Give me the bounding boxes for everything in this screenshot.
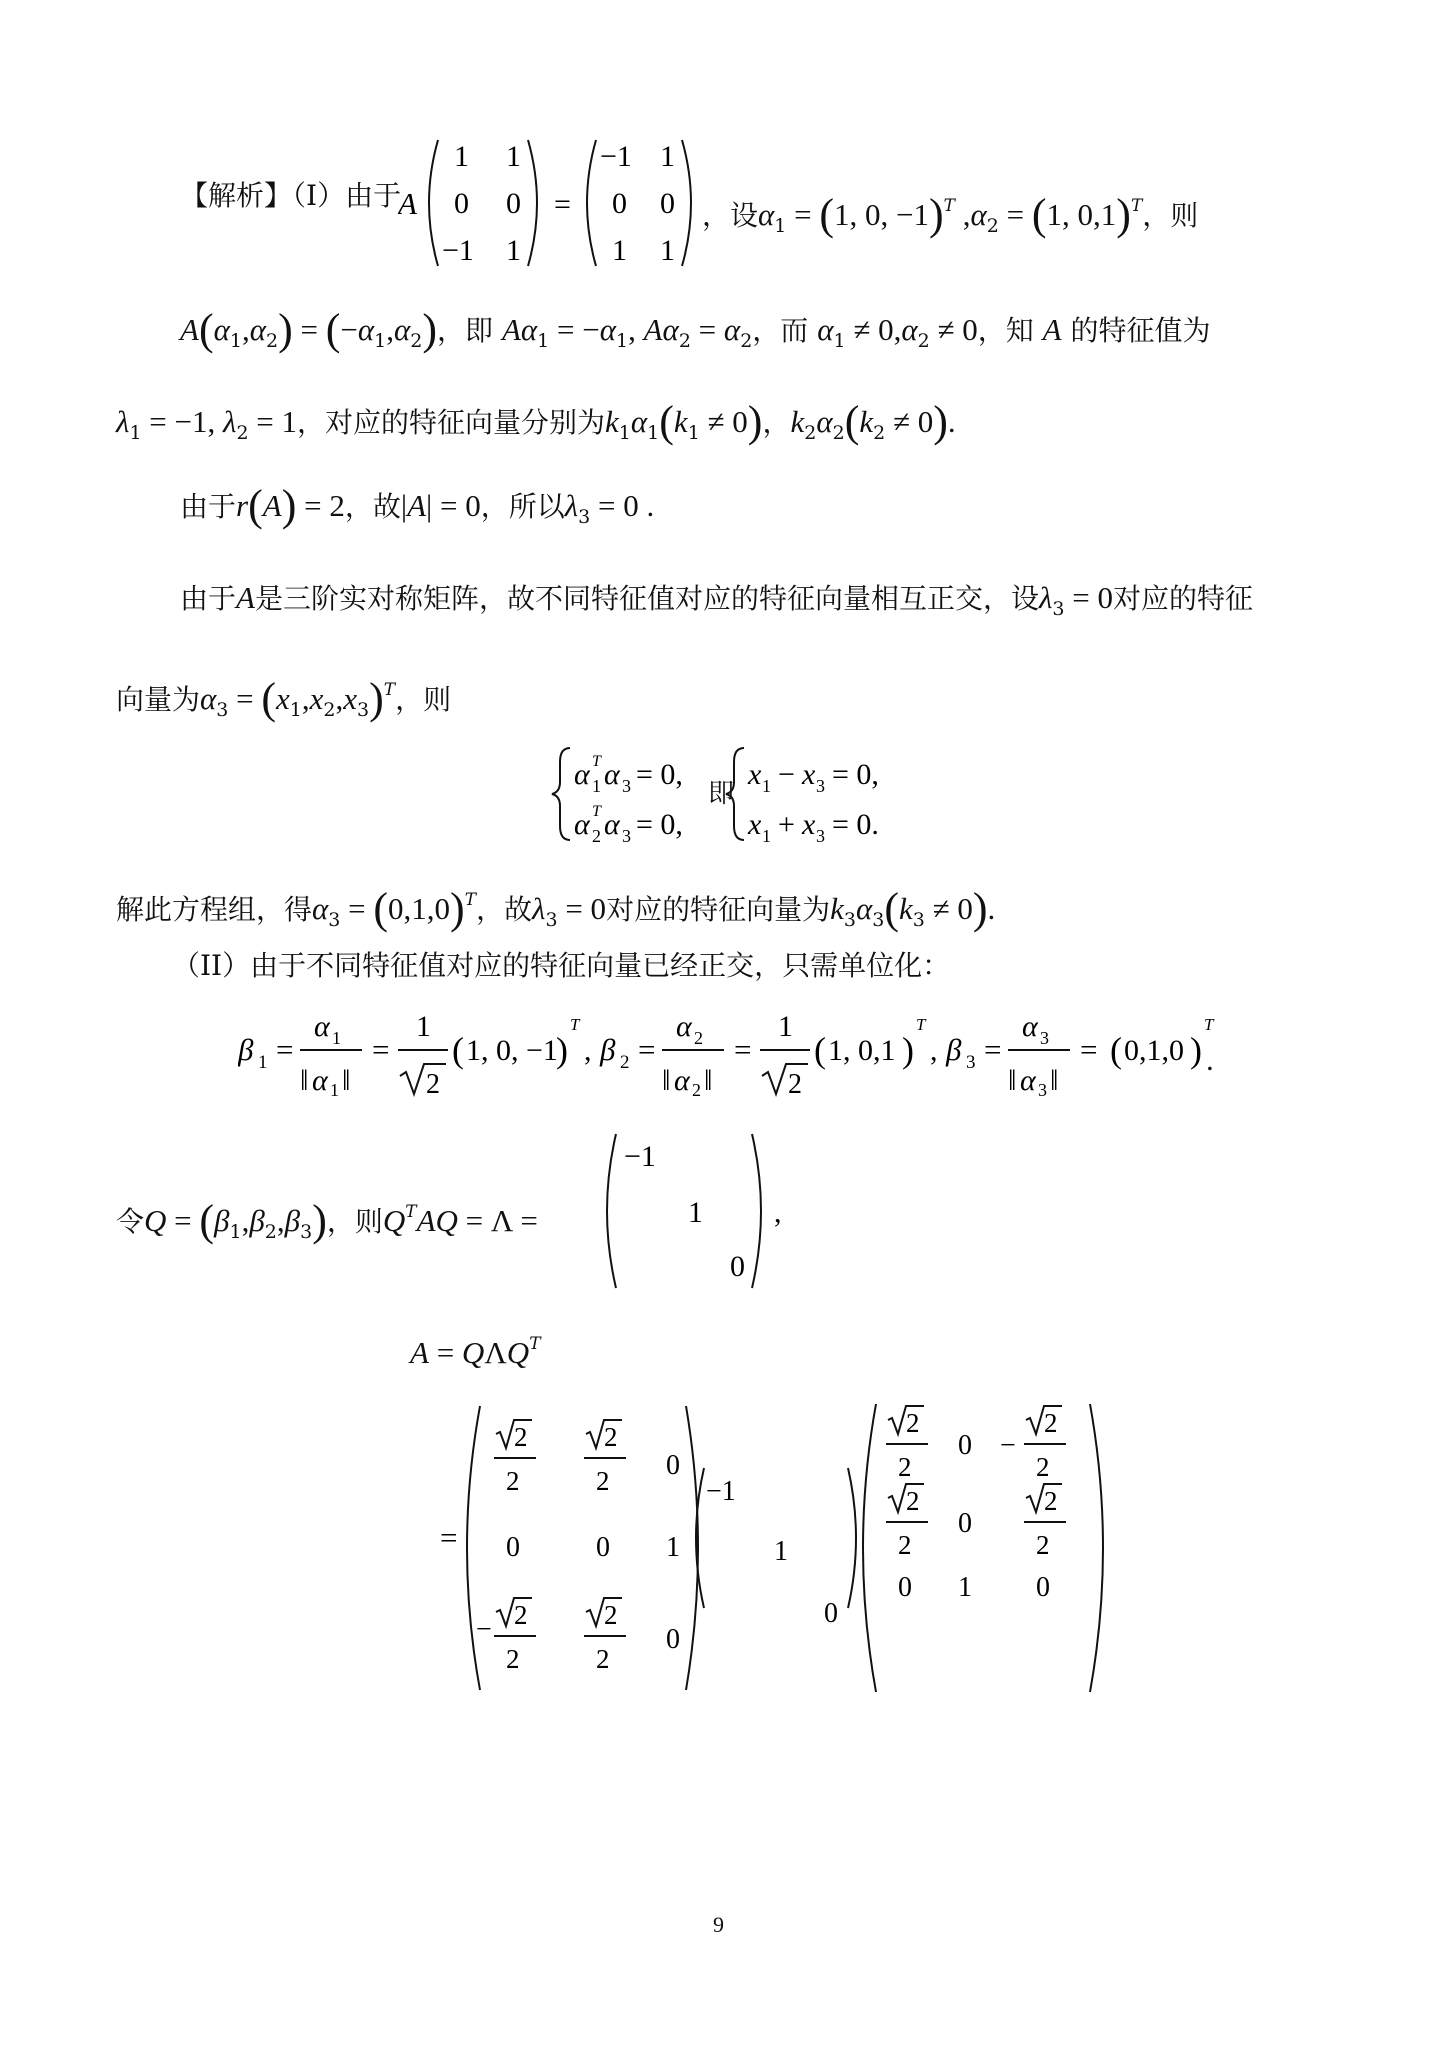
svg-text:β: β xyxy=(600,1032,616,1067)
svg-text:=: = xyxy=(372,1032,390,1067)
svg-text:(: ( xyxy=(1110,1030,1122,1070)
svg-text:α: α xyxy=(1020,1064,1036,1097)
svg-text:0: 0 xyxy=(506,187,521,220)
svg-text:1, 0, −1: 1, 0, −1 xyxy=(466,1034,558,1067)
system-ji-label: 即 xyxy=(708,779,735,809)
svg-text:(: ( xyxy=(814,1030,826,1070)
svg-text:1: 1 xyxy=(666,1532,680,1563)
svg-text:3: 3 xyxy=(966,1052,976,1073)
svg-text:2: 2 xyxy=(596,1466,610,1496)
svg-text:1: 1 xyxy=(762,826,771,844)
normalization-formulas xyxy=(238,996,1218,1106)
svg-text:α: α xyxy=(314,1010,330,1043)
svg-text:1: 1 xyxy=(778,1010,793,1043)
svg-text:1: 1 xyxy=(612,234,627,267)
svg-text:=: = xyxy=(276,1032,294,1067)
svg-text:1: 1 xyxy=(506,140,521,173)
svg-text:2: 2 xyxy=(906,1486,920,1516)
svg-text:0: 0 xyxy=(660,187,675,220)
intro-matrix-equation xyxy=(398,128,728,278)
svg-text:2: 2 xyxy=(692,1080,701,1100)
eigen-relation-line: $A(\alpha_1,\alpha_2) = (-\alpha_1,\alpha_2)$，即 $A\alpha_1 = -\alpha_1$, $A\alpha_2 = \alpha_2$，而 $\alpha_1 \ne 0,\alpha_2 \ne 0$，知 A 的特征值为 xyxy=(180,305,1211,354)
svg-text:0: 0 xyxy=(666,1624,680,1655)
svg-text:α: α xyxy=(574,808,590,841)
svg-text:3: 3 xyxy=(816,826,825,844)
svg-text:= 0,: = 0, xyxy=(636,758,683,791)
svg-text:3: 3 xyxy=(1040,1028,1049,1048)
svg-text:2: 2 xyxy=(514,1422,528,1452)
svg-text:1: 1 xyxy=(660,234,675,267)
svg-text:= 0,: = 0, xyxy=(636,808,683,841)
svg-text:β: β xyxy=(946,1032,962,1067)
svg-text:0: 0 xyxy=(730,1250,745,1283)
svg-text:1: 1 xyxy=(454,140,469,173)
eigenvalues-line: $\lambda_1 = -1$, $\lambda_2 = 1$，对应的特征向量分别为$k_1\alpha_1(k_1 \ne 0)$，$k_2\alpha_2(k_2 \ne 0)$. xyxy=(116,397,956,446)
svg-text:β: β xyxy=(238,1032,254,1067)
svg-text:1: 1 xyxy=(258,1052,268,1073)
svg-text:2: 2 xyxy=(620,1052,630,1073)
svg-text:=: = xyxy=(984,1032,1002,1067)
svg-text:2: 2 xyxy=(596,1644,610,1674)
svg-text:=: = xyxy=(638,1032,656,1067)
svg-text:2: 2 xyxy=(592,826,601,844)
symmetric-line: 由于A是三阶实对称矩阵，故不同特征值对应的特征向量相互正交，设$\lambda_3 = 0$对应的特征 xyxy=(180,580,1253,620)
svg-text:x: x xyxy=(802,808,816,841)
svg-text:2: 2 xyxy=(1044,1408,1058,1438)
svg-text:2: 2 xyxy=(1036,1530,1050,1560)
svg-text:‖: ‖ xyxy=(1050,1064,1059,1097)
svg-text:0: 0 xyxy=(958,1508,972,1539)
svg-text:‖: ‖ xyxy=(300,1064,309,1097)
svg-text:x: x xyxy=(748,808,762,841)
svg-text:2: 2 xyxy=(906,1408,920,1438)
svg-text:=: = xyxy=(1080,1032,1098,1067)
part1-label: （I）由于 xyxy=(292,179,402,212)
svg-text:=: = xyxy=(554,188,571,221)
svg-text:,: , xyxy=(930,1034,938,1067)
svg-text:T: T xyxy=(592,803,601,820)
svg-text:T: T xyxy=(570,1015,580,1034)
svg-text:1: 1 xyxy=(958,1572,972,1603)
svg-text:0,1,0: 0,1,0 xyxy=(1124,1034,1184,1067)
svg-text:=: = xyxy=(734,1032,752,1067)
svg-text:): ) xyxy=(1190,1030,1202,1070)
svg-text:0: 0 xyxy=(612,187,627,220)
svg-text:2: 2 xyxy=(694,1028,703,1048)
svg-text:α: α xyxy=(674,1064,690,1097)
svg-text:0: 0 xyxy=(898,1572,912,1603)
svg-text:1: 1 xyxy=(660,140,675,173)
intro-vectors: ，设$\alpha_1 = (1$, 0, −1)$^T$ $,\alpha_2 = (1$, 0,1)$^T$，则 xyxy=(702,190,1199,239)
diagonalization-line: 令$Q = (\beta_1,\beta_2,\beta_3)$，则$Q^TAQ = \Lambda$ = xyxy=(116,1196,538,1245)
svg-text:=: = xyxy=(440,1520,458,1555)
a-decomposition-line: $A = Q\Lambda Q^T$ xyxy=(410,1334,541,1370)
svg-text:−1: −1 xyxy=(442,234,474,267)
svg-text:3: 3 xyxy=(1038,1080,1047,1100)
svg-text:0: 0 xyxy=(1036,1572,1050,1603)
svg-text:): ) xyxy=(556,1030,568,1070)
svg-text:2: 2 xyxy=(898,1530,912,1560)
svg-text:= 0.: = 0. xyxy=(832,808,879,841)
svg-text:1: 1 xyxy=(330,1080,339,1100)
normalization-period: . xyxy=(1206,1042,1214,1077)
svg-text:3: 3 xyxy=(622,826,631,844)
svg-text:3: 3 xyxy=(622,776,631,796)
svg-text:1: 1 xyxy=(774,1536,788,1567)
svg-text:1: 1 xyxy=(592,776,601,796)
svg-text:0: 0 xyxy=(596,1532,610,1563)
svg-text:0: 0 xyxy=(506,1532,520,1563)
svg-text:1: 1 xyxy=(688,1196,703,1229)
svg-text:0: 0 xyxy=(454,187,469,220)
svg-text:= 0,: = 0, xyxy=(832,758,879,791)
svg-text:x: x xyxy=(748,758,762,791)
lambda-diag-matrix xyxy=(596,1126,796,1296)
svg-text:1: 1 xyxy=(506,234,521,267)
svg-text:2: 2 xyxy=(1044,1486,1058,1516)
svg-text:α: α xyxy=(574,758,590,791)
svg-text:α: α xyxy=(312,1064,328,1097)
svg-text:0: 0 xyxy=(958,1430,972,1461)
svg-text:0: 0 xyxy=(824,1598,838,1629)
svg-text:−: − xyxy=(1000,1430,1016,1461)
svg-text:‖: ‖ xyxy=(662,1064,671,1097)
svg-text:1: 1 xyxy=(332,1028,341,1048)
svg-text:2: 2 xyxy=(1036,1452,1050,1482)
svg-text:+: + xyxy=(778,808,795,841)
svg-text:2: 2 xyxy=(604,1600,618,1630)
svg-text:‖: ‖ xyxy=(704,1064,713,1097)
part2-line: （II）由于不同特征值对应的特征向量已经正交，只需单位化： xyxy=(172,949,951,982)
page-number: 9 xyxy=(713,1912,724,1937)
svg-text:α: α xyxy=(1022,1010,1038,1043)
product-matrices xyxy=(440,1398,1120,1698)
svg-text:x: x xyxy=(802,758,816,791)
svg-text:A: A xyxy=(398,186,417,221)
svg-text:‖: ‖ xyxy=(1008,1064,1017,1097)
alpha3-def-line: 向量为$\alpha_3 = (x_1,x_2,x_3)^T$，则 xyxy=(116,674,452,723)
svg-text:1: 1 xyxy=(416,1010,431,1043)
svg-text:T: T xyxy=(592,753,601,770)
orthogonality-system xyxy=(548,744,928,844)
svg-text:−: − xyxy=(476,1614,492,1645)
svg-text:T: T xyxy=(916,1015,926,1034)
svg-text:T: T xyxy=(1204,1015,1214,1034)
svg-text:1, 0,1: 1, 0,1 xyxy=(828,1034,896,1067)
svg-text:): ) xyxy=(902,1030,914,1070)
svg-text:1: 1 xyxy=(762,776,771,796)
svg-text:α: α xyxy=(604,808,620,841)
svg-text:2: 2 xyxy=(426,1069,440,1100)
svg-text:2: 2 xyxy=(506,1644,520,1674)
alpha3-result-line: 解此方程组，得$\alpha_3 = (0,1,0)^T$，故$\lambda_3 = 0$对应的特征向量为$k_3\alpha_3(k_3 \ne 0)$. xyxy=(116,884,996,933)
svg-text:2: 2 xyxy=(788,1069,802,1100)
svg-text:−1: −1 xyxy=(706,1476,736,1507)
svg-text:3: 3 xyxy=(816,776,825,796)
svg-text:2: 2 xyxy=(514,1600,528,1630)
svg-text:2: 2 xyxy=(604,1422,618,1452)
svg-text:−: − xyxy=(778,758,795,791)
svg-text:2: 2 xyxy=(506,1466,520,1496)
rank-line: 由于r(A) = 2，故|A| = 0，所以$\lambda_3 = 0$ . xyxy=(180,481,655,530)
svg-text:(: ( xyxy=(452,1030,464,1070)
intro-line xyxy=(180,176,401,216)
svg-text:2: 2 xyxy=(898,1452,912,1482)
solution-label: 【解析】 xyxy=(180,179,293,212)
svg-text:−1: −1 xyxy=(624,1140,656,1173)
svg-text:‖: ‖ xyxy=(342,1064,351,1097)
svg-text:0: 0 xyxy=(666,1450,680,1481)
svg-text:,: , xyxy=(774,1196,782,1229)
svg-text:α: α xyxy=(604,758,620,791)
svg-text:,: , xyxy=(584,1034,592,1067)
svg-text:−1: −1 xyxy=(600,140,632,173)
svg-text:α: α xyxy=(676,1010,692,1043)
